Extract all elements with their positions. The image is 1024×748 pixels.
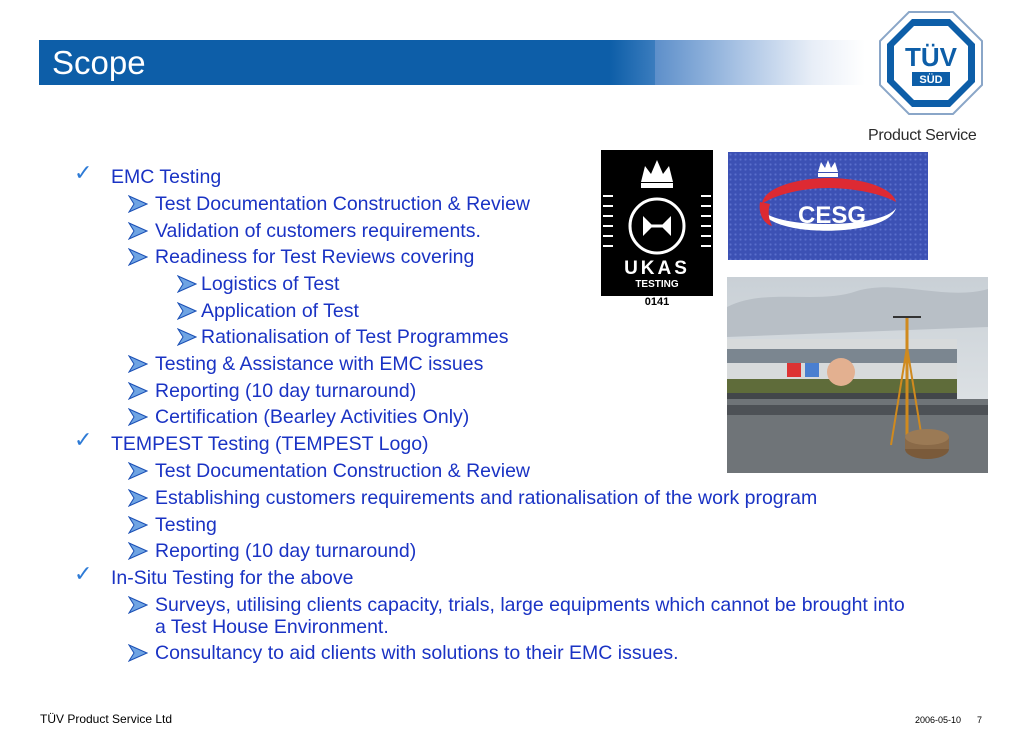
arrow-bullet-icon: [128, 195, 148, 213]
ukas-name: UKAS: [624, 258, 690, 279]
train-testing-photo: [727, 277, 988, 473]
title-bar-fade: [655, 40, 865, 85]
list-item: Testing & Assistance with EMC issues: [155, 353, 483, 375]
arrow-bullet-icon: [128, 382, 148, 400]
arrow-bullet-icon: [128, 222, 148, 240]
list-item: Reporting (10 day turnaround): [155, 380, 416, 402]
checkmark-icon: ✓: [74, 561, 93, 586]
arrow-bullet-icon: [177, 328, 197, 346]
list-item: Testing: [155, 514, 217, 536]
cesg-text: CESG: [797, 202, 867, 229]
arrow-bullet-icon: [128, 408, 148, 426]
list-item: ✓ In-Situ Testing for the above: [74, 561, 354, 589]
list-item: Rationalisation of Test Programmes: [201, 326, 508, 348]
list-item: Readiness for Test Reviews covering: [155, 246, 474, 268]
cesg-emblem-icon: [728, 152, 928, 260]
ukas-subtitle: TESTING: [635, 279, 679, 290]
list-item: Application of Test: [201, 300, 359, 322]
list-item: Test Documentation Construction & Review: [155, 460, 530, 482]
arrow-bullet-icon: [177, 275, 197, 293]
list-item: Certification (Bearley Activities Only): [155, 406, 469, 428]
list-item: Establishing customers requirements and rationalisation of the work program: [155, 487, 817, 509]
arrow-bullet-icon: [128, 596, 148, 614]
arrow-bullet-icon: [128, 462, 148, 480]
checkmark-icon: ✓: [74, 160, 93, 185]
list-item: Validation of customers requirements.: [155, 220, 481, 242]
cesg-logo: [728, 152, 928, 260]
page-number: 7: [977, 715, 983, 725]
ukas-number: 0141: [644, 296, 670, 308]
arrow-bullet-icon: [128, 542, 148, 560]
footer-date: 2006-05-10: [915, 715, 962, 725]
list-item: Surveys, utilising clients capacity, trials, large equipments which cannot be brought into a Test House Environment.: [155, 594, 915, 638]
list-item: Logistics of Test: [201, 273, 339, 295]
arrow-bullet-icon: [177, 302, 197, 320]
slide-title: Scope: [52, 44, 146, 81]
arrow-bullet-icon: [128, 248, 148, 266]
footer-company: TÜV Product Service Ltd: [40, 712, 173, 726]
arrow-bullet-icon: [128, 489, 148, 507]
checkmark-icon: ✓: [74, 427, 93, 452]
list-item: Test Documentation Construction & Review: [155, 193, 530, 215]
logo-text: TÜV: [905, 42, 957, 72]
list-item: Consultancy to aid clients with solutions to their EMC issues.: [155, 642, 678, 664]
arrow-bullet-icon: [128, 644, 148, 662]
tuv-sud-logo: [878, 10, 984, 116]
arrow-bullet-icon: [128, 516, 148, 534]
logo-caption: Product Service: [868, 127, 977, 144]
ukas-logo: [601, 150, 713, 296]
logo-subtext: SÜD: [919, 74, 943, 86]
arrow-bullet-icon: [128, 355, 148, 373]
list-item: Reporting (10 day turnaround): [155, 540, 416, 562]
list-item: ✓ EMC Testing: [74, 160, 222, 188]
list-item: ✓ TEMPEST Testing (TEMPEST Logo): [74, 427, 429, 455]
